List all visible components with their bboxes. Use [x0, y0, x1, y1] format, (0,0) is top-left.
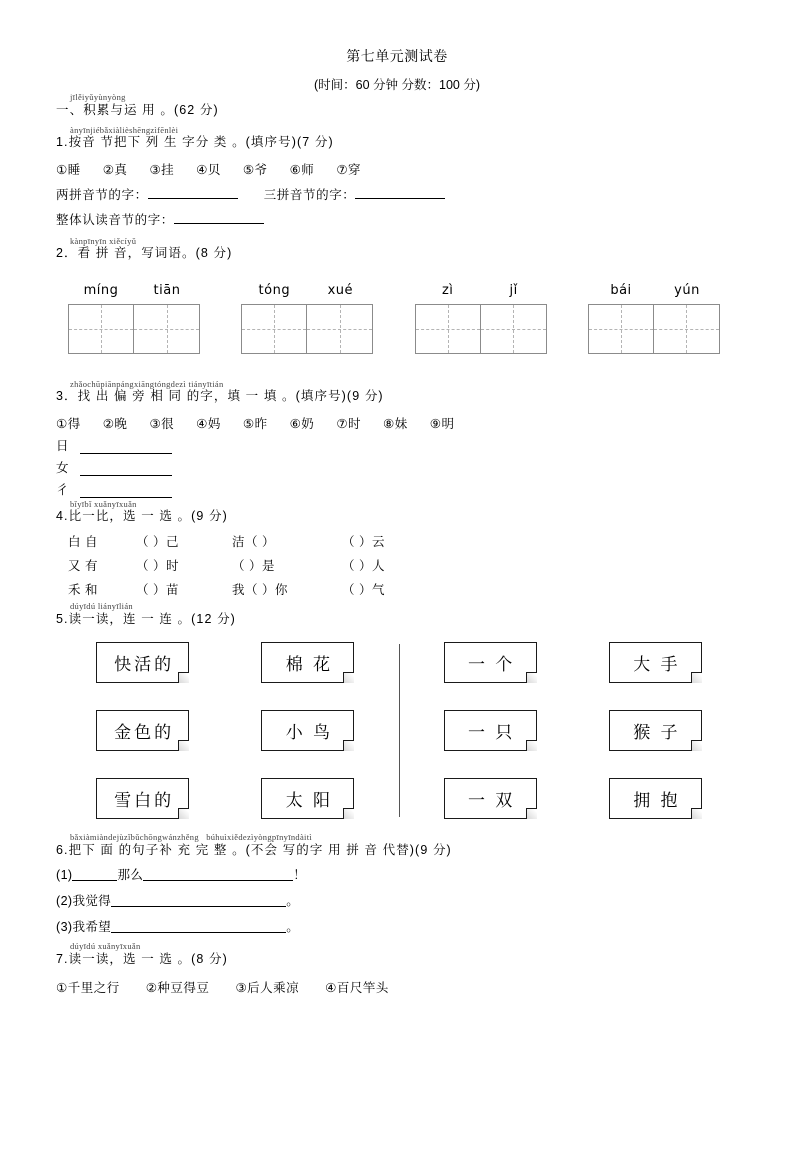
table-row — [68, 580, 742, 598]
question-4 — [56, 500, 742, 599]
sentence-blank[interactable] — [143, 868, 293, 881]
section-one-title: 一、积累与运 用 。(62 分) — [56, 102, 219, 117]
question-2-title: 2．看 拼 音，写词语。(8 分) — [56, 246, 233, 261]
option-item[interactable]: ③后人乘凉 — [235, 981, 300, 995]
radical-label: 彳 — [56, 482, 69, 497]
table-row — [68, 556, 742, 574]
match-card[interactable] — [261, 642, 354, 683]
option-item[interactable]: ⑧妹 — [383, 416, 408, 431]
compare-blank-item[interactable]: 洁（ ） — [232, 535, 275, 550]
radical-row-3 — [56, 480, 742, 498]
match-card[interactable] — [444, 778, 537, 819]
option-item[interactable]: ①得 — [56, 416, 81, 431]
page-fold-icon — [526, 740, 537, 751]
three-pinyin-label: 三拼音节的字： — [263, 187, 356, 202]
whole-pinyin-blank[interactable] — [174, 212, 264, 224]
grid-group-3-pinyin — [415, 283, 547, 298]
option-item[interactable]: ②真 — [102, 162, 128, 177]
matching-left-half — [60, 642, 391, 819]
option-item[interactable]: ⑤爷 — [242, 162, 268, 177]
match-card-label: 雪白的 — [114, 791, 175, 811]
matching-right-half — [408, 642, 739, 819]
option-item[interactable]: ⑦穿 — [336, 162, 362, 177]
question-1-answer-row-2 — [56, 210, 742, 228]
tianzige-3[interactable] — [415, 304, 547, 354]
page-fold-icon — [691, 740, 702, 751]
question-3-title: 3．找 出 偏 旁 相 同 的字，填 一 填 。(填序号)(9 分) — [56, 389, 384, 404]
question-2-pinyin: kànpīnyīn xiěcíyǔ — [70, 235, 137, 246]
tianzige-cell[interactable] — [654, 304, 720, 354]
option-item[interactable]: ⑥奶 — [289, 416, 315, 431]
sentence-blank[interactable] — [111, 920, 286, 933]
page-fold-icon — [691, 808, 702, 819]
page-fold-icon — [178, 740, 189, 751]
radical-answer-blank[interactable] — [80, 441, 172, 454]
matching-column-measure-words — [444, 642, 537, 819]
option-item[interactable]: ④贝 — [196, 162, 221, 177]
sentence-blank[interactable] — [72, 868, 117, 881]
question-6 — [56, 833, 742, 935]
compare-blank-item[interactable]: （ ）人 — [342, 559, 385, 574]
compare-blank-item[interactable]: （ ）云 — [342, 535, 385, 550]
page-fold-icon — [526, 808, 537, 819]
two-pinyin-label: 两拼音节的字： — [56, 187, 148, 202]
tianzige-cell[interactable] — [241, 304, 307, 354]
whole-pinyin-label: 整体认读音节的字： — [56, 212, 174, 227]
radical-row-2 — [56, 458, 742, 476]
option-item[interactable]: ④百尺竿头 — [325, 981, 389, 995]
match-card[interactable] — [444, 642, 537, 683]
matching-column-adjectives — [96, 642, 189, 819]
match-card-label: 拥 抱 — [633, 791, 681, 811]
sentence-blank[interactable] — [111, 894, 286, 907]
question-3 — [56, 380, 742, 498]
grid-group-4-pinyin — [588, 283, 720, 298]
option-item[interactable]: ③很 — [149, 416, 175, 431]
tianzige-1[interactable] — [68, 304, 200, 354]
syllable: yún — [674, 282, 700, 298]
option-item[interactable]: ②种豆得豆 — [145, 981, 210, 995]
syllable: jǐ — [509, 282, 518, 298]
match-card[interactable] — [261, 710, 354, 751]
match-card-label: 棉 花 — [285, 655, 333, 675]
grid-group-2-pinyin — [241, 283, 373, 298]
question-7 — [56, 942, 742, 996]
match-card[interactable] — [609, 778, 702, 819]
match-card[interactable] — [96, 642, 189, 683]
compare-blank-item[interactable]: （ ）气 — [342, 583, 385, 598]
tianzige-cell[interactable] — [134, 304, 200, 354]
sentence-prefix: (3)我希望 — [56, 920, 112, 935]
match-card[interactable] — [609, 710, 702, 751]
match-card-label: 金色的 — [114, 723, 175, 743]
sentence-prefix: (2)我觉得 — [56, 894, 112, 909]
matching-column-objects — [609, 642, 702, 819]
radical-answer-blank[interactable] — [80, 463, 172, 476]
question-2 — [56, 237, 742, 261]
tianzige-cell[interactable] — [588, 304, 654, 354]
question-5 — [56, 602, 742, 626]
question-5-pinyin: dúyīdú liányīlián — [70, 601, 133, 612]
page-fold-icon — [178, 808, 189, 819]
question-1-answer-row-1 — [56, 185, 742, 203]
option-item[interactable]: ⑦时 — [336, 416, 362, 431]
matching-exercise — [56, 642, 742, 819]
question-6-pinyin-b: búhuìxiědezìyòngpīnyīndàitì — [206, 832, 313, 843]
match-card[interactable] — [444, 710, 537, 751]
question-6-pinyin-a: bǎxiàmiàndejùzǐbǔchōngwánzhěng — [70, 832, 199, 843]
compare-pair: 禾 和 — [68, 583, 98, 598]
matching-divider — [399, 644, 400, 817]
option-item[interactable]: ⑨明 — [429, 416, 455, 431]
radical-label: 日 — [56, 438, 69, 453]
match-card[interactable] — [261, 778, 354, 819]
tianzige-cell[interactable] — [481, 304, 547, 354]
grid-group-4 — [588, 283, 720, 354]
section-one — [56, 93, 742, 117]
option-item[interactable]: ①睡 — [56, 162, 81, 177]
compare-table — [68, 532, 742, 598]
option-item[interactable]: ⑥师 — [289, 162, 315, 177]
grid-group-2 — [241, 283, 373, 354]
compare-blank-item[interactable]: （ ）时 — [136, 559, 179, 574]
question-1 — [56, 126, 742, 228]
syllable: xué — [327, 282, 354, 298]
syllable: tóng — [258, 282, 291, 298]
tianzige-cell[interactable] — [307, 304, 373, 354]
question-3-pinyin: zhǎochūpiānpángxiāngtóngdezì tiányītián — [70, 378, 224, 389]
compare-blank-item[interactable]: （ ）苗 — [136, 583, 179, 598]
syllable: tiān — [153, 282, 181, 298]
question-1-options — [56, 160, 742, 178]
matching-column-nouns — [261, 642, 354, 819]
table-row — [68, 532, 742, 550]
match-card-label: 快活的 — [114, 655, 175, 675]
match-card-label: 太 阳 — [285, 791, 333, 811]
question-7-pinyin: dúyīdú xuǎnyīxuǎn — [70, 941, 141, 952]
sentence-row-3 — [56, 917, 742, 935]
question-4-pinyin: bǐyībǐ xuǎnyīxuǎn — [70, 498, 137, 509]
sentence-row-2 — [56, 891, 742, 909]
sentence-suffix: ！ — [293, 868, 307, 883]
question-1-title: 1.按音 节把下 列 生 字分 类 。(填序号)(7 分) — [56, 135, 334, 150]
compare-blank-item[interactable]: 我（ ）你 — [232, 583, 288, 598]
grid-group-3 — [415, 283, 547, 354]
match-card-label: 一 双 — [468, 791, 516, 811]
match-card[interactable] — [609, 642, 702, 683]
match-card-label: 大 手 — [633, 655, 681, 675]
page-subtitle: (时间：60 分钟 分数：100 分) — [313, 78, 480, 92]
question-7-options — [56, 978, 742, 996]
three-pinyin-blank[interactable] — [355, 187, 445, 199]
sentence-suffix: 。 — [286, 920, 300, 935]
syllable: bái — [610, 282, 632, 298]
page-fold-icon — [526, 672, 537, 683]
radical-row-1 — [56, 436, 742, 454]
match-card[interactable] — [96, 710, 189, 751]
question-6-title: 6.把下 面 的句子补 充 完 整 。(不会 写的字 用 拼 音 代替)(9 分) — [56, 842, 452, 857]
page-fold-icon — [178, 672, 189, 683]
tianzige-2[interactable] — [241, 304, 373, 354]
match-card-label: 一 只 — [468, 723, 516, 743]
match-card-label: 小 鸟 — [285, 723, 333, 743]
option-item[interactable]: ⑤昨 — [242, 416, 268, 431]
question-7-title: 7.读一读，选 一 选 。(8 分) — [56, 951, 228, 966]
compare-blank-item[interactable]: （ ）己 — [136, 535, 179, 550]
page-fold-icon — [343, 740, 354, 751]
page-title: 第七单元测试卷 — [346, 48, 448, 64]
page-fold-icon — [343, 672, 354, 683]
question-3-options — [56, 414, 742, 432]
tianzige-4[interactable] — [588, 304, 720, 354]
section-one-pinyin: jīlěiyǔyùnyòng — [70, 92, 126, 102]
question-5-title: 5.读一读，连 一 连 。(12 分) — [56, 611, 236, 626]
grid-group-1 — [68, 283, 200, 354]
match-card[interactable] — [96, 778, 189, 819]
page-fold-icon — [691, 672, 702, 683]
question-6-pinyin — [70, 833, 742, 842]
option-item[interactable]: ④妈 — [196, 416, 221, 431]
sentence-mid: 那么 — [117, 868, 144, 883]
paper-body — [0, 93, 794, 996]
option-item[interactable]: ③挂 — [149, 162, 175, 177]
pinyin-writing-grids — [56, 283, 742, 354]
match-card-label: 猴 子 — [633, 723, 681, 743]
sentence-row-1 — [56, 865, 742, 883]
radical-label: 女 — [56, 460, 69, 475]
compare-blank-item[interactable]: （ ）是 — [232, 559, 275, 574]
syllable: míng — [83, 282, 119, 298]
tianzige-cell[interactable] — [68, 304, 134, 354]
option-item[interactable]: ①千里之行 — [56, 981, 120, 995]
test-paper-page — [0, 46, 794, 1169]
sentence-prefix: (1) — [56, 868, 73, 883]
match-card-label: 一 个 — [468, 655, 516, 675]
syllable: zì — [441, 282, 454, 298]
radical-answer-blank[interactable] — [80, 485, 172, 498]
compare-pair: 又 有 — [68, 559, 98, 574]
sentence-suffix: 。 — [286, 894, 300, 909]
two-pinyin-blank[interactable] — [148, 187, 238, 199]
question-4-title: 4.比一比，选 一 选 。(9 分) — [56, 509, 228, 523]
question-1-pinyin: ànyīnjiébǎxiàlièshēngzìfēnlèi — [70, 124, 179, 135]
tianzige-cell[interactable] — [415, 304, 481, 354]
compare-pair: 白 自 — [68, 535, 98, 550]
option-item[interactable]: ②晚 — [102, 416, 128, 431]
grid-group-1-pinyin — [68, 283, 200, 298]
page-fold-icon — [343, 808, 354, 819]
